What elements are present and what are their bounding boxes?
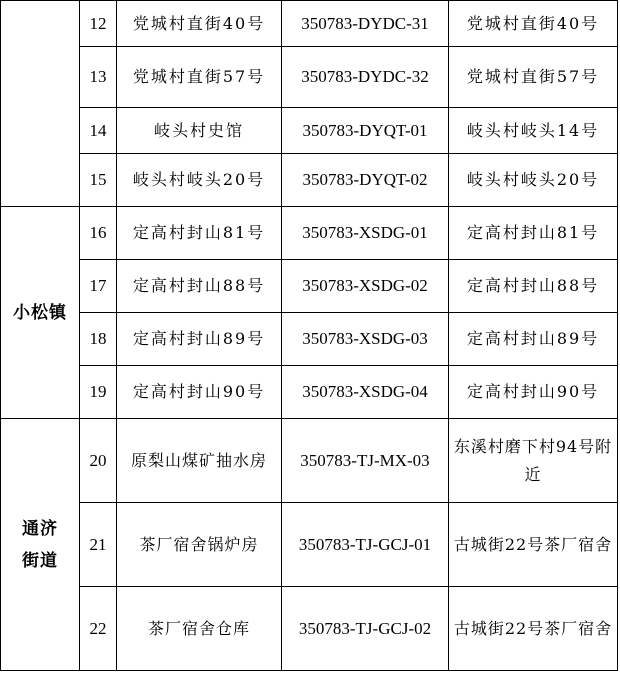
site-location: 定高村封山89号 [449, 313, 618, 366]
row-number: 21 [80, 503, 117, 587]
row-number: 20 [80, 419, 117, 503]
site-location: 定高村封山90号 [449, 366, 618, 419]
site-location: 党城村直街57号 [449, 47, 618, 108]
site-location: 定高村封山81号 [449, 207, 618, 260]
row-number: 14 [80, 108, 117, 154]
table-row [1, 419, 618, 503]
site-code: 350783-TJ-MX-03 [282, 419, 449, 503]
table-row [1, 587, 618, 671]
site-code: 350783-DYDC-32 [282, 47, 449, 108]
site-code: 350783-XSDG-04 [282, 366, 449, 419]
site-name: 茶厂宿舍仓库 [117, 587, 282, 671]
site-code: 350783-DYDC-31 [282, 1, 449, 47]
site-location: 党城村直街40号 [449, 1, 618, 47]
table-row [1, 366, 618, 419]
site-name: 党城村直街57号 [117, 47, 282, 108]
site-code: 350783-DYQT-02 [282, 154, 449, 207]
site-location: 岐头村岐头20号 [449, 154, 618, 207]
site-code: 350783-TJ-GCJ-02 [282, 587, 449, 671]
row-number: 18 [80, 313, 117, 366]
site-code: 350783-XSDG-01 [282, 207, 449, 260]
row-number: 22 [80, 587, 117, 671]
site-name: 定高村封山81号 [117, 207, 282, 260]
site-name: 岐头村史馆 [117, 108, 282, 154]
town-cell [1, 1, 80, 207]
site-name: 定高村封山88号 [117, 260, 282, 313]
table-row [1, 108, 618, 154]
site-location: 东溪村磨下村94号附近 [449, 419, 618, 503]
site-name: 党城村直街40号 [117, 1, 282, 47]
table-row [1, 1, 618, 47]
site-code: 350783-TJ-GCJ-01 [282, 503, 449, 587]
row-number: 12 [80, 1, 117, 47]
town-label: 通济街道 [22, 518, 58, 571]
row-number: 13 [80, 47, 117, 108]
row-number: 17 [80, 260, 117, 313]
table-row [1, 154, 618, 207]
site-location: 定高村封山88号 [449, 260, 618, 313]
table-row [1, 260, 618, 313]
town-cell: 小松镇 [1, 207, 80, 419]
town-cell [1, 419, 80, 671]
site-name: 茶厂宿舍锅炉房 [117, 503, 282, 587]
site-code: 350783-XSDG-03 [282, 313, 449, 366]
table-row [1, 503, 618, 587]
site-code: 350783-XSDG-02 [282, 260, 449, 313]
table-row [1, 47, 618, 108]
site-location: 古城街22号茶厂宿舍 [449, 503, 618, 587]
site-location: 古城街22号茶厂宿舍 [449, 587, 618, 671]
row-number: 19 [80, 366, 117, 419]
site-name: 原梨山煤矿抽水房 [117, 419, 282, 503]
site-name: 定高村封山89号 [117, 313, 282, 366]
row-number: 16 [80, 207, 117, 260]
table-row [1, 207, 618, 260]
site-name: 岐头村岐头20号 [117, 154, 282, 207]
site-name: 定高村封山90号 [117, 366, 282, 419]
row-number: 15 [80, 154, 117, 207]
site-code: 350783-DYQT-01 [282, 108, 449, 154]
site-location: 岐头村岐头14号 [449, 108, 618, 154]
table-row [1, 313, 618, 366]
